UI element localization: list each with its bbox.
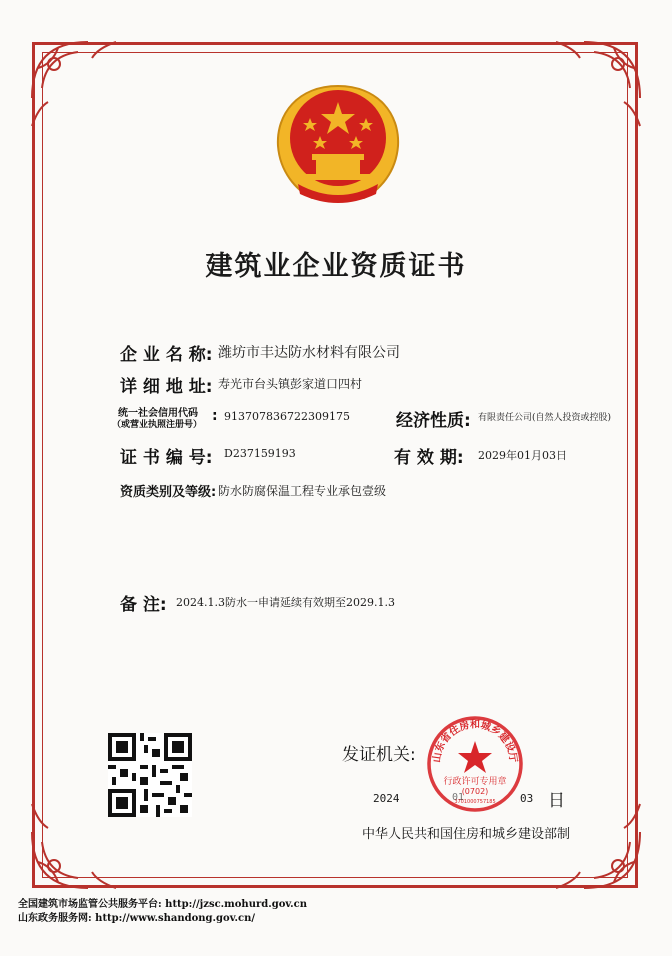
credit-code-label-line2: （或营业执照注册号） (112, 420, 203, 430)
company-name-label: 企 业 名 称: (120, 345, 213, 365)
official-seal (424, 713, 526, 815)
issue-year: 2024 (373, 792, 400, 805)
issue-day-char: 日 (548, 791, 565, 811)
address-value: 寿光市台头镇彭家道口四村 (218, 377, 363, 391)
qr-code (108, 733, 192, 817)
qualification-label: 资质类别及等级: (120, 485, 217, 500)
qualification-value: 防水防腐保温工程专业承包壹级 (218, 484, 387, 498)
seal-number: 3701000757185 (454, 799, 496, 805)
economic-nature-label: 经济性质: (396, 411, 471, 431)
issuer-label: 发证机关: (342, 745, 416, 765)
address-label: 详 细 地 址: (120, 377, 213, 397)
issue-month: 01 (452, 792, 465, 803)
national-emblem-icon (268, 80, 408, 210)
issue-day: 03 (520, 792, 534, 805)
corner-ornament-bottom-right (552, 800, 644, 892)
remarks-label: 备 注: (120, 595, 167, 615)
seal-line1: 行政许可专用章 (443, 777, 507, 787)
seal-line2: (0702) (461, 787, 489, 796)
certificate-title: 建筑业企业资质证书 (205, 251, 467, 282)
corner-ornament-top-right (552, 38, 644, 130)
cert-number-value: D237159193 (224, 447, 296, 460)
corner-ornament-top-left (28, 38, 120, 130)
validity-value: 2029年01月03日 (478, 449, 567, 462)
footer-line1: 全国建筑市场监管公共服务平台: http://jzsc.mohurd.gov.cn (18, 899, 308, 910)
credit-code-label-line1: 统一社会信用代码 (118, 408, 198, 419)
remarks-value: 2024.1.3防水一申请延续有效期至2029.1.3 (176, 596, 395, 609)
credit-code-colon: : (212, 408, 218, 424)
corner-ornament-bottom-left (28, 800, 120, 892)
footer-line2: 山东政务服务网: http://www.shandong.gov.cn/ (18, 913, 255, 924)
seal-arc-text: 山东省住房和城乡建设厅 (431, 719, 519, 764)
economic-nature-value: 有限责任公司(自然人投资或控股) (478, 413, 612, 423)
credit-code-value: 913707836722309175 (224, 410, 350, 423)
issuing-authority: 中华人民共和国住房和城乡建设部制 (362, 827, 571, 842)
cert-number-label: 证 书 编 号: (120, 448, 213, 468)
company-name-value: 潍坊市丰达防水材料有限公司 (218, 345, 400, 361)
validity-label: 有 效 期: (394, 448, 464, 468)
